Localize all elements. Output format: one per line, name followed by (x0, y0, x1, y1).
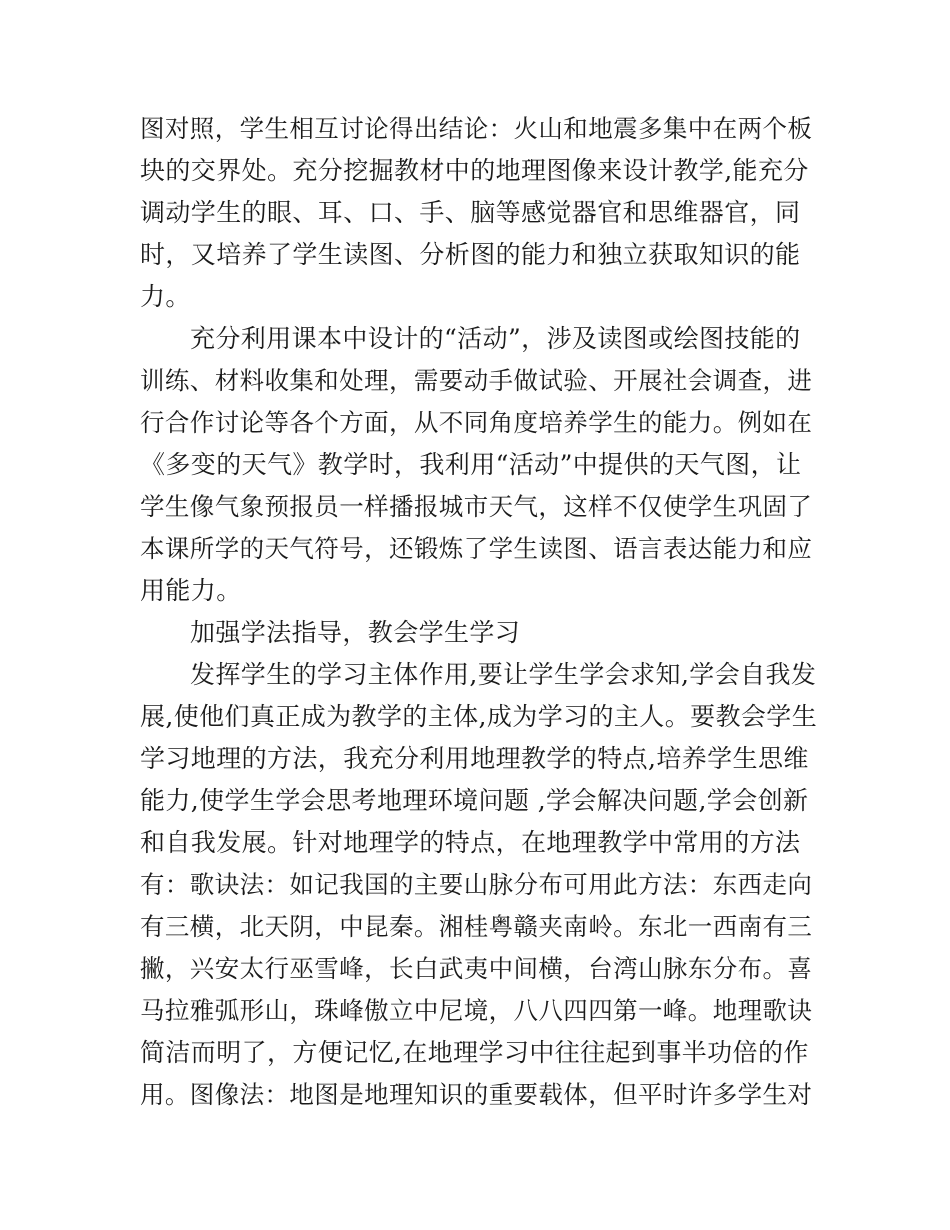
text-line: 图对照，学生相互讨论得出结论：火山和地震多集中在两个板 (140, 114, 813, 143)
text-line: 简洁而明了，方便记忆,在地理学习中往往起到事半功倍的作 (140, 1038, 809, 1067)
text-line: 撇，兴安太行巫雪峰，长白武夷中间横，台湾山脉东分布。喜 (140, 954, 813, 983)
text-line: 能力,使学生学会思考地理环境问题 ,学会解决问题,学会创新 (140, 786, 809, 815)
text-line: 有：歌诀法：如记我国的主要山脉分布可用此方法：东西走向 (140, 870, 813, 899)
section-heading: 加强学法指导，教会学生学习 (190, 618, 521, 647)
text-line: 块的交界处。充分挖掘教材中的地理图像来设计教学,能充分 (140, 156, 809, 185)
text-line: 调动学生的眼、耳、口、手、脑等感觉器官和思维器官，同 (140, 198, 801, 227)
text-line: 训练、材料收集和处理，需要动手做试验、开展社会调查，进 (140, 366, 813, 395)
text-line: 有三横，北天阴，中昆秦。湘桂粤赣夹南岭。东北一西南有三 (140, 912, 813, 941)
text-line: 《多变的天气》教学时，我利用“活动”中提供的天气图，让 (140, 450, 802, 479)
text-line: 马拉雅弧形山，珠峰傲立中尼境，八八四四第一峰。地理歌诀 (140, 996, 813, 1025)
paragraph-start-line: 充分利用课本中设计的“活动”，涉及读图或绘图技能的 (190, 324, 801, 353)
document-body (140, 108, 820, 1116)
text-line: 本课所学的天气符号，还锻炼了学生读图、语言表达能力和应 (140, 534, 813, 563)
text-line: 学生像气象预报员一样播报城市天气，这样不仅使学生巩固了 (140, 492, 813, 521)
text-line: 行合作讨论等各个方面，从不同角度培养学生的能力。例如在 (140, 408, 813, 437)
text-line: 时，又培养了学生读图、分析图的能力和独立获取知识的能 (140, 240, 801, 269)
text-line: 和自我发展。针对地理学的特点，在地理教学中常用的方法 (140, 828, 801, 857)
text-line: 学习地理的方法，我充分利用地理教学的特点,培养学生思维 (140, 744, 809, 773)
text-line: 力。 (140, 282, 191, 311)
text-line: 用能力。 (140, 576, 242, 605)
text-line: 展,使他们真正成为教学的主体,成为学习的主人。要教会学生 (140, 702, 818, 731)
paragraph-start-line: 发挥学生的学习主体作用,要让学生学会求知,学会自我发 (190, 660, 817, 689)
text-line: 用。图像法：地图是地理知识的重要载体，但平时许多学生对 (140, 1080, 813, 1109)
